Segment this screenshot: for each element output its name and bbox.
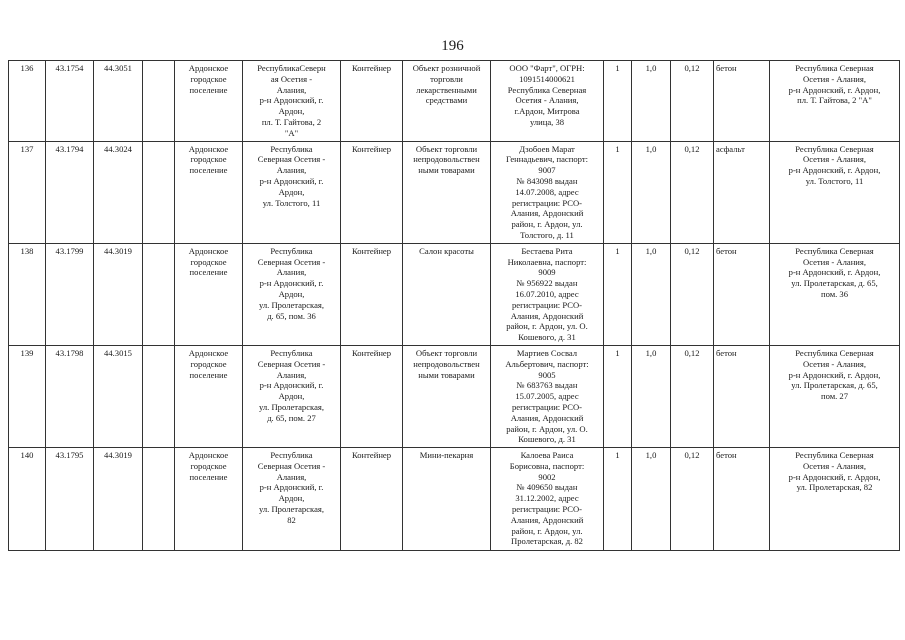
empty-cell <box>143 448 175 551</box>
container-type-cell: Контейнер <box>341 61 403 142</box>
owner-cell: Бестаева Рита Николаевна, паспорт: 9009 № 956922 выдан 16.07.2010, адрес регистрации: РСО- Алания, Ардонский район, г. Ардон, ул. О. Кошевого, д. 31 <box>491 243 604 345</box>
site-area-cell: 0,12 <box>671 141 714 243</box>
container-type-cell: Контейнер <box>341 448 403 551</box>
longitude-cell: 44.3015 <box>94 345 143 447</box>
container-volume-cell: 1,0 <box>632 61 671 142</box>
waste-source-address-cell: Республика Северная Осетия - Алания, р-н Ардонский, г. Ардон, ул. Толстого, 11 <box>770 141 900 243</box>
source-object-cell: Мини-пекарня <box>403 448 491 551</box>
owner-cell: Калоева Раиса Борисовна, паспорт: 9002 № 409650 выдан 31.12.2002, адрес регистрации: РСО- Алания, Ардонский район, г. Ардон, ул. Пролетарская, д. 82 <box>491 448 604 551</box>
longitude-cell: 44.3024 <box>94 141 143 243</box>
container-count-cell: 1 <box>604 345 632 447</box>
latitude-cell: 43.1794 <box>46 141 94 243</box>
site-address-cell: Республика Северная Осетия - Алания, р-н Ардонский, г. Ардон, ул. Пролетарская, 82 <box>243 448 341 551</box>
owner-cell: Мартиев Сосвал Альбертович, паспорт: 9005 № 683763 выдан 15.07.2005, адрес регистрации: РСО- Алания, Ардонский район, г. Ардон, ул. О. Кошевого, д. 31 <box>491 345 604 447</box>
container-site-registry-table <box>8 60 900 551</box>
site-area-cell: 0,12 <box>671 345 714 447</box>
surface-type-cell: бетон <box>714 243 770 345</box>
source-object-cell: Объект торговли непродовольствен ными товарами <box>403 345 491 447</box>
site-area-cell: 0,12 <box>671 61 714 142</box>
site-area-cell: 0,12 <box>671 243 714 345</box>
longitude-cell: 44.3019 <box>94 243 143 345</box>
surface-type-cell: бетон <box>714 61 770 142</box>
container-type-cell: Контейнер <box>341 345 403 447</box>
waste-source-address-cell: Республика Северная Осетия - Алания, р-н Ардонский, г. Ардон, пл. Т. Гайтова, 2 "А" <box>770 61 900 142</box>
container-volume-cell: 1,0 <box>632 141 671 243</box>
settlement-cell: Ардонское городское поселение <box>175 345 243 447</box>
empty-cell <box>143 243 175 345</box>
surface-type-cell: асфальт <box>714 141 770 243</box>
longitude-cell: 44.3019 <box>94 448 143 551</box>
table-row <box>9 243 900 345</box>
table-row <box>9 345 900 447</box>
table-row <box>9 141 900 243</box>
container-volume-cell: 1,0 <box>632 243 671 345</box>
row-number-cell: 138 <box>9 243 46 345</box>
source-object-cell: Салон красоты <box>403 243 491 345</box>
empty-cell <box>143 141 175 243</box>
container-volume-cell: 1,0 <box>632 448 671 551</box>
container-count-cell: 1 <box>604 61 632 142</box>
source-object-cell: Объект розничной торговли лекарственными средствами <box>403 61 491 142</box>
empty-cell <box>143 61 175 142</box>
site-address-cell: Республика Северная Осетия - Алания, р-н Ардонский, г. Ардон, ул. Пролетарская, д. 65, пом. 27 <box>243 345 341 447</box>
page-number: 196 <box>441 38 464 54</box>
waste-source-address-cell: Республика Северная Осетия - Алания, р-н Ардонский, г. Ардон, ул. Пролетарская, 82 <box>770 448 900 551</box>
settlement-cell: Ардонское городское поселение <box>175 141 243 243</box>
row-number-cell: 136 <box>9 61 46 142</box>
row-number-cell: 140 <box>9 448 46 551</box>
container-type-cell: Контейнер <box>341 141 403 243</box>
site-address-cell: РеспубликаСеверн ая Осетия - Алания, р-н Ардонский, г. Ардон, пл. Т. Гайтова, 2 "А" <box>243 61 341 142</box>
container-volume-cell: 1,0 <box>632 345 671 447</box>
latitude-cell: 43.1795 <box>46 448 94 551</box>
container-count-cell: 1 <box>604 141 632 243</box>
container-count-cell: 1 <box>604 243 632 345</box>
empty-cell <box>143 345 175 447</box>
longitude-cell: 44.3051 <box>94 61 143 142</box>
latitude-cell: 43.1798 <box>46 345 94 447</box>
table-row <box>9 61 900 142</box>
waste-source-address-cell: Республика Северная Осетия - Алания, р-н Ардонский, г. Ардон, ул. Пролетарская, д. 65, пом. 27 <box>770 345 900 447</box>
owner-cell: Дзобоев Марат Геннадьевич, паспорт: 9007 № 843098 выдан 14.07.2008, адрес регистрации: РСО- Алания, Ардонский район, г. Ардон, ул. Толстого, д. 11 <box>491 141 604 243</box>
row-number-cell: 139 <box>9 345 46 447</box>
site-address-cell: Республика Северная Осетия - Алания, р-н Ардонский, г. Ардон, ул. Пролетарская, д. 65, пом. 36 <box>243 243 341 345</box>
surface-type-cell: бетон <box>714 345 770 447</box>
table-row <box>9 448 900 551</box>
surface-type-cell: бетон <box>714 448 770 551</box>
container-type-cell: Контейнер <box>341 243 403 345</box>
site-area-cell: 0,12 <box>671 448 714 551</box>
site-address-cell: Республика Северная Осетия - Алания, р-н Ардонский, г. Ардон, ул. Толстого, 11 <box>243 141 341 243</box>
owner-cell: ООО "Фарт", ОГРН: 1091514000621 Республика Северная Осетия - Алания, г.Ардон, Митрова улица, 38 <box>491 61 604 142</box>
latitude-cell: 43.1799 <box>46 243 94 345</box>
settlement-cell: Ардонское городское поселение <box>175 243 243 345</box>
source-object-cell: Объект торговли непродовольствен ными товарами <box>403 141 491 243</box>
latitude-cell: 43.1754 <box>46 61 94 142</box>
waste-source-address-cell: Республика Северная Осетия - Алания, р-н Ардонский, г. Ардон, ул. Пролетарская, д. 65, пом. 36 <box>770 243 900 345</box>
row-number-cell: 137 <box>9 141 46 243</box>
container-count-cell: 1 <box>604 448 632 551</box>
settlement-cell: Ардонское городское поселение <box>175 448 243 551</box>
settlement-cell: Ардонское городское поселение <box>175 61 243 142</box>
